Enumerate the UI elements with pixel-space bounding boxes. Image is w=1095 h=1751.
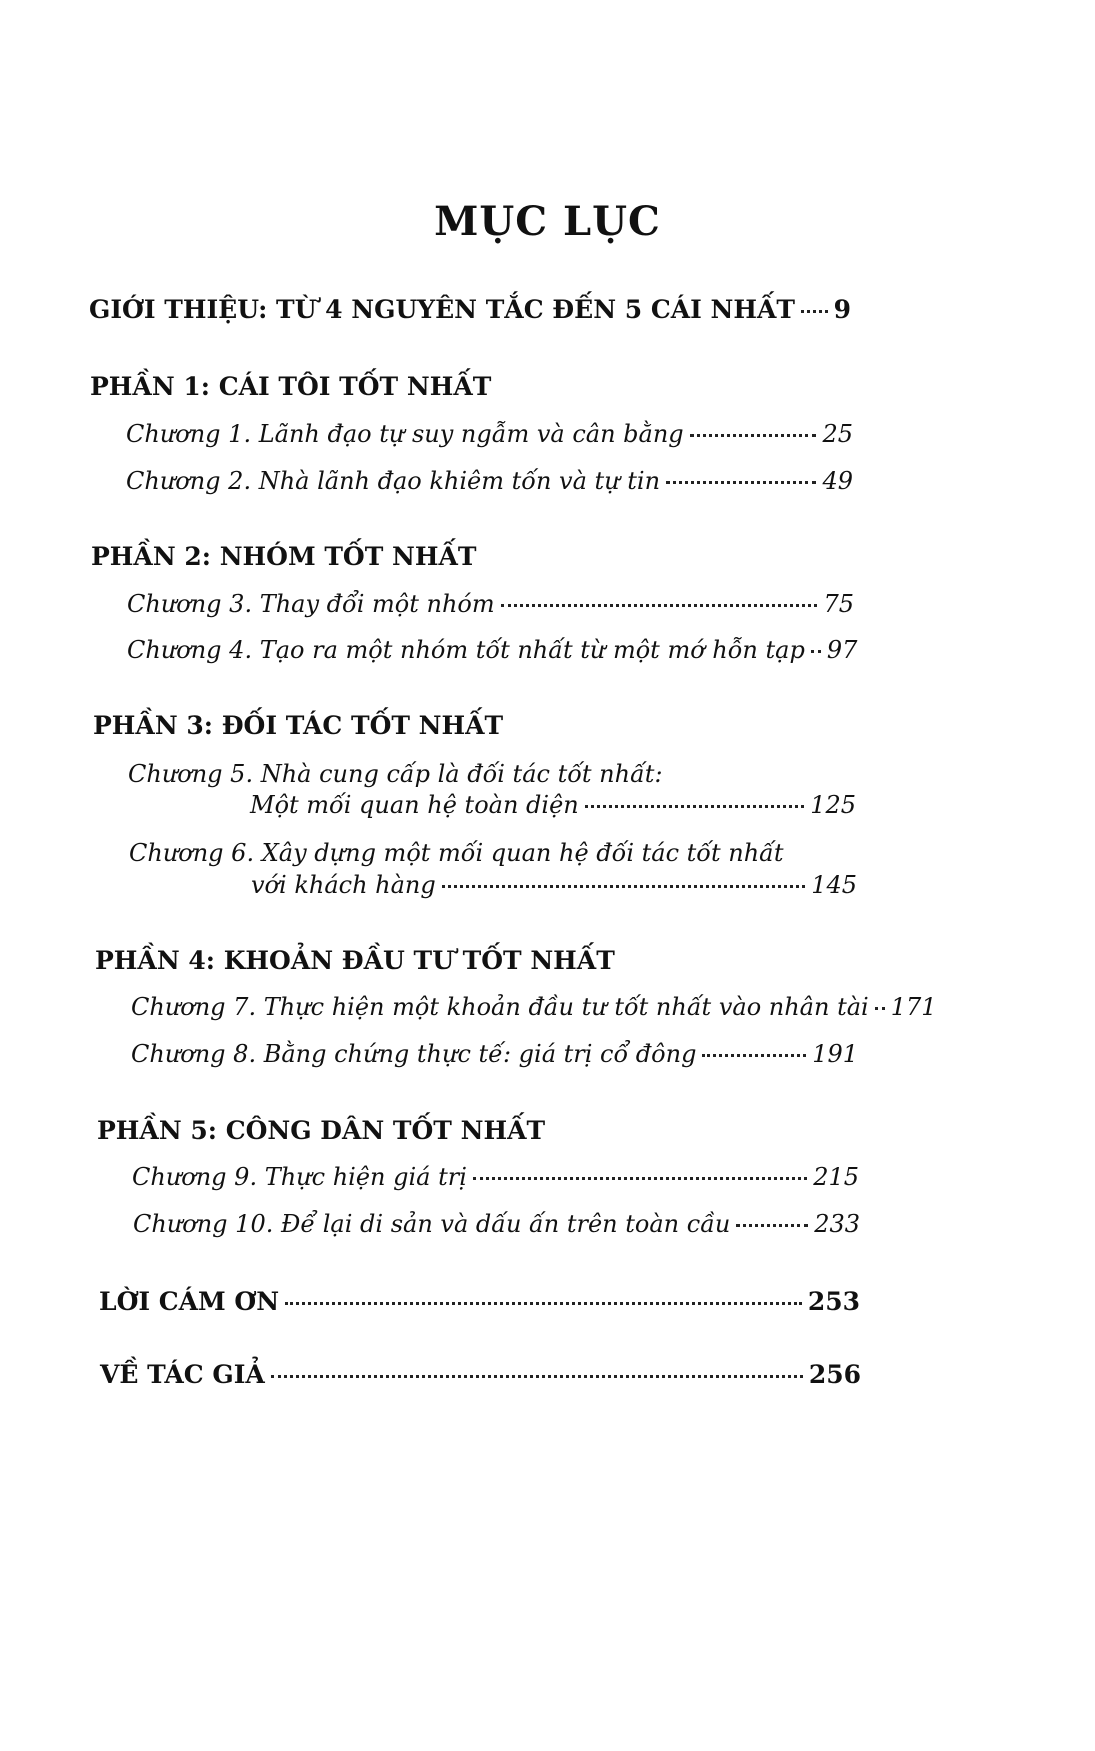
part-heading-4: PHẦN 4: KHOẢN ĐẦU TƯ TỐT NHẤT [95,946,615,975]
toc-entry-label: Chương 4. Tạo ra một nhóm tốt nhất từ một mớ hỗn tạp [127,636,805,664]
dot-leader [736,1224,808,1227]
page-title: MỤC LỤC [434,198,661,245]
toc-entry-about[interactable] [100,1360,861,1389]
dot-leader [801,310,828,313]
part-heading-3: PHẦN 3: ĐỐI TÁC TỐT NHẤT [93,711,504,740]
toc-entry-chapter-7[interactable] [131,993,937,1021]
toc-page-number: 145 [811,871,857,899]
toc-entry-label: Chương 3. Thay đổi một nhóm [127,590,495,618]
dot-leader [690,434,817,437]
dot-leader [702,1054,806,1057]
toc-page-number: 233 [814,1210,860,1238]
toc-entry-chapter-8[interactable] [131,1040,858,1068]
part-heading-2: PHẦN 2: NHÓM TỐT NHẤT [91,542,477,571]
dot-leader [811,650,821,653]
toc-entry-chapter-4[interactable] [127,636,856,664]
toc-entry-label: GIỚI THIỆU: TỪ 4 NGUYÊN TẮC ĐẾN 5 CÁI NHẤT [89,295,796,324]
toc-entry-label: Chương 8. Bằng chứng thực tế: giá trị cổ đông [131,1040,697,1068]
toc-entry-label: Chương 7. Thực hiện một khoản đầu tư tốt nhất vào nhân tài [131,993,869,1021]
toc-entry-intro[interactable] [89,295,851,324]
dot-leader [501,604,818,607]
part-heading-5: PHẦN 5: CÔNG DÂN TỐT NHẤT [97,1116,546,1145]
toc-entry-thanks[interactable] [99,1287,860,1316]
toc-entry-chapter-3[interactable] [127,590,854,618]
toc-entry-chapter-2[interactable] [126,467,853,495]
toc-entry-chapter-6[interactable] [251,871,857,899]
part-heading-1: PHẦN 1: CÁI TÔI TỐT NHẤT [90,372,492,401]
toc-page-number: 256 [808,1360,861,1389]
toc-entry-chapter-5[interactable] [250,791,856,819]
toc-page-number: 125 [810,791,856,819]
dot-leader [285,1302,802,1305]
dot-leader [271,1375,803,1378]
toc-entry-label: VỀ TÁC GIẢ [100,1360,265,1389]
toc-entry-chapter-9[interactable] [132,1163,859,1191]
dot-leader [875,1007,885,1010]
toc-page-number: 191 [812,1040,858,1068]
toc-entry-label: LỜI CÁM ƠN [99,1287,280,1316]
toc-entry-label: Chương 1. Lãnh đạo tự suy ngẫm và cân bằng [126,420,684,448]
toc-entry-label: Chương 2. Nhà lãnh đạo khiêm tốn và tự tin [126,467,661,495]
dot-leader [442,885,805,888]
toc-entry-label-cont: với khách hàng [251,871,436,899]
toc-page-number: 25 [822,420,853,448]
toc-page-number: 49 [822,467,853,495]
toc-entry-chapter-5-title[interactable]: Chương 5. Nhà cung cấp là đối tác tốt nhất: [128,760,663,788]
toc-page-number: 9 [833,295,851,324]
toc-entry-chapter-10[interactable] [133,1210,860,1238]
dot-leader [473,1177,807,1180]
toc-page-number: 253 [807,1287,860,1316]
toc-page-number: 97 [826,636,858,664]
toc-entry-label: Chương 9. Thực hiện giá trị [132,1163,467,1191]
toc-page-number: 75 [823,590,854,618]
toc-entry-label-cont: Một mối quan hệ toàn diện [250,791,579,819]
toc-page-number: 171 [890,993,937,1021]
toc-entry-chapter-1[interactable] [126,420,853,448]
toc-entry-chapter-6-title[interactable]: Chương 6. Xây dựng một mối quan hệ đối tác tốt nhất [129,839,784,867]
toc-entry-label: Chương 10. Để lại di sản và dấu ấn trên toàn cầu [133,1210,731,1238]
dot-leader [666,481,816,484]
toc-page-number: 215 [813,1163,859,1191]
dot-leader [585,805,804,808]
